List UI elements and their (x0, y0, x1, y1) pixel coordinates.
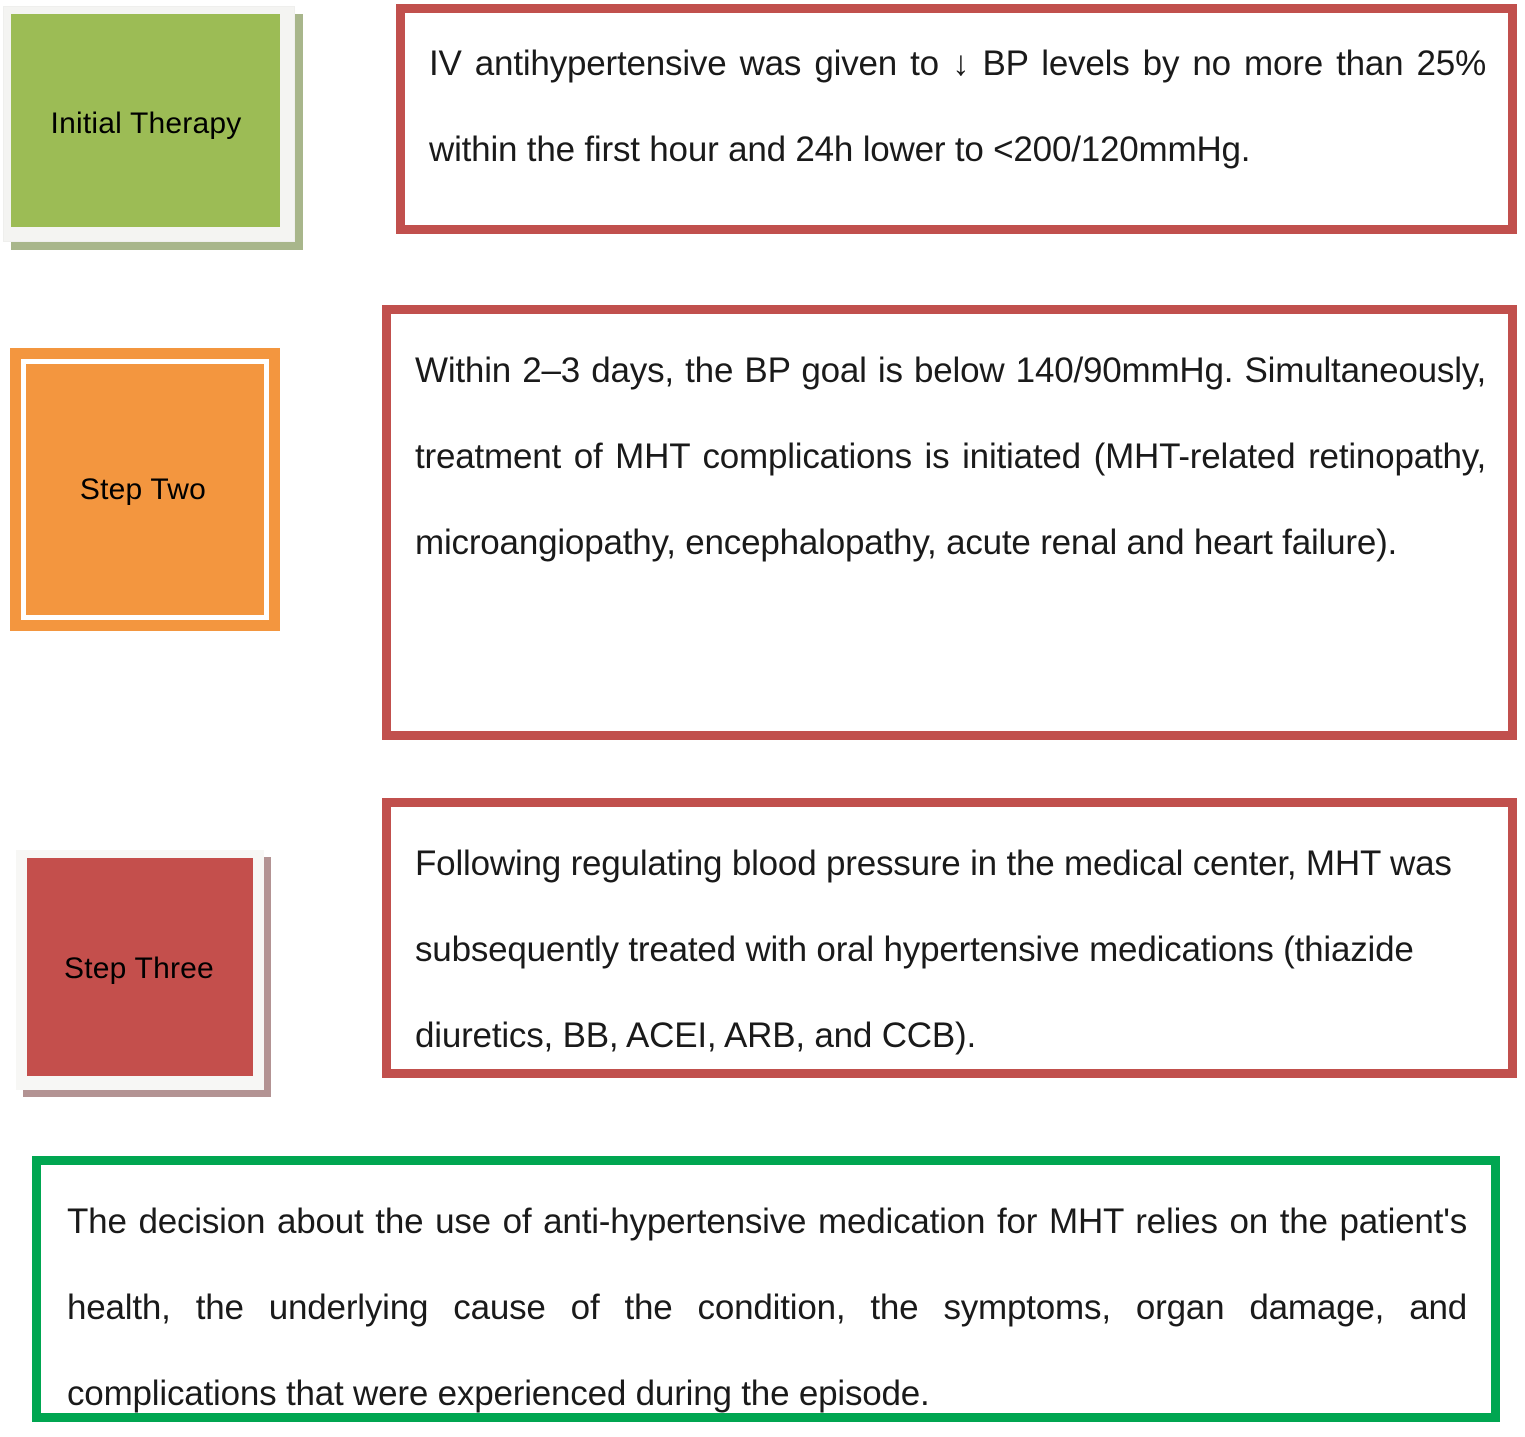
textbox-summary-text: The decision about the use of anti-hypertensive medication for MHT relies on the patient's health, the underlying cause of the condition, the symptoms, organ damage, and complications that were experienced during the episode. (67, 1202, 1467, 1414)
step-label-step-two: Step Two (79, 473, 207, 506)
step-block-step-three (16, 850, 264, 1090)
step-block-initial-therapy (3, 6, 295, 242)
step-block-step-two (10, 348, 280, 631)
textbox-step-three-text: Following regulating blood pressure in the medical center, MHT was subsequently treated with oral hypertensive medications (thiazide diuretics, BB, ACEI, ARB, and CCB). (415, 844, 1452, 1056)
textbox-step-two (382, 305, 1517, 740)
textbox-initial-therapy-text: IV antihypertensive was given to ↓ BP levels by no more than 25% within the first hour and 24h lower to <200/120mmHg. (429, 44, 1486, 170)
textbox-step-two-text: Within 2–3 days, the BP goal is below 140/90mmHg. Simultaneously, treatment of MHT complications is initiated (MHT-related retinopathy, microangiopathy, encephalopathy, acute renal and heart failure). (415, 351, 1486, 563)
step-label-step-three: Step Three (64, 951, 214, 985)
textbox-summary (32, 1156, 1500, 1422)
step-label-initial-therapy: Initial Therapy (50, 106, 242, 140)
textbox-step-three (382, 798, 1517, 1078)
textbox-initial-therapy (396, 4, 1517, 234)
